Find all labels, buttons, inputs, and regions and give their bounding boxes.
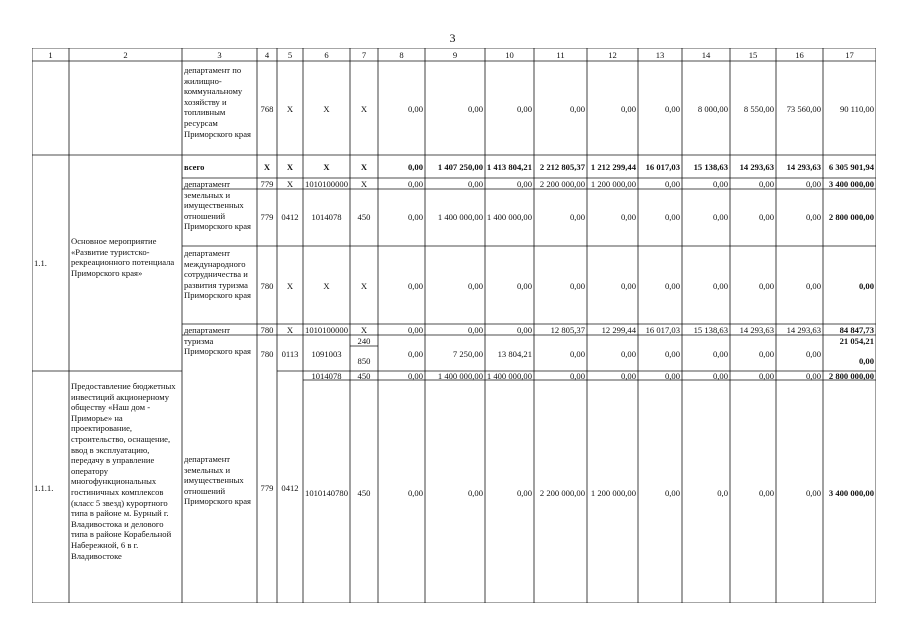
col-header: 8: [399, 50, 404, 60]
cell: X: [286, 179, 294, 189]
cell: 450: [357, 488, 371, 498]
col-header: 4: [264, 50, 270, 60]
cell: 14 293,63: [739, 162, 774, 172]
measure-name: Предоставление бюджетных инвестиций акционерному обществу «Наш дом - Приморье» на проектирование, строительство, оснащение, ввод в эксплуатацию, передачу в управление оператору многофункциональных гостиничных комплексов (класс 5 звезд) курортного типа в районе м. Бурный г. Владивостока и делового типа в районе Корабельной Набережной, 6 в г. Владивостоке: [71, 381, 176, 561]
cell: X: [323, 104, 330, 114]
row-number: 1.1.: [34, 258, 47, 268]
cell: 7 250,00: [452, 349, 483, 359]
cell: 0,00: [467, 325, 483, 335]
cell: 0,00: [805, 179, 821, 189]
cell: 0,00: [664, 212, 680, 222]
budget-table: [32, 48, 876, 603]
row-number: 1.1.1.: [34, 483, 54, 493]
col-header: 10: [505, 50, 514, 60]
cell: 0,00: [467, 179, 483, 189]
cell: 0,00: [758, 349, 774, 359]
col-header: 9: [452, 50, 458, 60]
cell: 768: [260, 104, 274, 114]
cell: 0,00: [805, 212, 821, 222]
cell: 780: [260, 349, 274, 359]
cell: 850: [357, 356, 371, 366]
cell: 0412: [281, 212, 299, 222]
cell: 0,00: [712, 281, 728, 291]
cell: X: [360, 104, 368, 114]
cell: 2 200 000,00: [539, 179, 585, 189]
cell: 0,00: [712, 349, 728, 359]
col-header: 1: [48, 50, 53, 60]
dept-name: департамент земельных и имущественных отношений Приморского края: [184, 179, 251, 232]
cell: X: [360, 162, 368, 172]
cell: 240: [357, 336, 371, 346]
cell: X: [286, 325, 294, 335]
cell: 0,00: [758, 179, 774, 189]
cell: 1 400 000,00: [486, 212, 532, 222]
col-header: 16: [795, 50, 804, 60]
cell: 0,00: [407, 104, 423, 114]
cell: 0,00: [516, 325, 532, 335]
cell: 779: [260, 212, 274, 222]
cell: 0,00: [664, 371, 680, 381]
cell: 8 550,00: [743, 104, 774, 114]
cell: 0,00: [407, 179, 423, 189]
col-header: 2: [123, 50, 128, 60]
cell: 0,00: [664, 179, 680, 189]
dept-name: департамент по жилищно-коммунальному хозяйству и топливным ресурсам Приморского края: [184, 65, 251, 139]
cell: 0,00: [516, 179, 532, 189]
cell: 0,00: [407, 488, 423, 498]
cell: 21 054,21: [839, 336, 874, 346]
cell: 6 305 901,94: [828, 162, 874, 172]
cell: 0,00: [569, 349, 585, 359]
cell: 0,00: [620, 104, 636, 114]
col-header: 17: [845, 50, 854, 60]
cell: 0,00: [712, 179, 728, 189]
cell: X: [360, 325, 368, 335]
cell: 14 293,63: [786, 325, 821, 335]
cell: 1 212 299,44: [590, 162, 636, 172]
cell: 0,00: [805, 349, 821, 359]
cell: 0,00: [569, 212, 585, 222]
cell: 450: [357, 212, 371, 222]
cell: 1 200 000,00: [590, 179, 636, 189]
cell: 13 804,21: [497, 349, 532, 359]
col-header: 3: [217, 50, 222, 60]
cell: 1014078: [311, 371, 342, 381]
cell: 15 138,63: [693, 325, 728, 335]
cell: 780: [260, 325, 274, 335]
dept-name: департамент международного сотрудничества и развития туризма Приморского края: [184, 248, 251, 301]
cell: 779: [260, 179, 274, 189]
cell: X: [323, 281, 330, 291]
cell: 0,00: [407, 325, 423, 335]
cell: 1010140780: [305, 488, 348, 498]
cell: 0,00: [407, 162, 423, 172]
cell: 0,00: [569, 371, 585, 381]
col-header: 14: [701, 50, 711, 60]
cell: 1 400 000,00: [437, 371, 483, 381]
cell: 0,00: [407, 212, 423, 222]
cell: 0,00: [467, 281, 483, 291]
cell: X: [286, 104, 294, 114]
cell: 0,00: [569, 281, 585, 291]
measure-name: Основное мероприятие «Развитие туристско-рекреационного потенциала Приморского края»: [71, 236, 175, 278]
cell: 0,00: [407, 349, 423, 359]
page-number: 3: [449, 31, 456, 45]
total-label: всего: [184, 162, 205, 172]
cell: 0,00: [858, 281, 874, 291]
cell: 779: [260, 483, 274, 493]
cell: 0,00: [805, 488, 821, 498]
cell: 0,00: [664, 349, 680, 359]
cell: 0412: [281, 483, 299, 493]
cell: 8 000,00: [697, 104, 728, 114]
cell: 0,00: [758, 371, 774, 381]
cell: 2 800 000,00: [828, 212, 874, 222]
cell: 780: [260, 281, 274, 291]
cell: 1 413 804,21: [486, 162, 532, 172]
cell: 2 800 000,00: [828, 371, 874, 381]
cell: 0113: [281, 349, 299, 359]
cell: 0,00: [664, 281, 680, 291]
cell: 2 200 000,00: [539, 488, 585, 498]
cell: 16 017,03: [645, 162, 680, 172]
cell: X: [323, 162, 330, 172]
cell: 0,00: [407, 281, 423, 291]
cell: X: [360, 281, 368, 291]
cell: 0,00: [467, 488, 483, 498]
cell: 1 200 000,00: [590, 488, 636, 498]
cell: 0,00: [569, 104, 585, 114]
cell: 12 299,44: [601, 325, 636, 335]
cell: 1 400 000,00: [437, 212, 483, 222]
cell: 0,00: [858, 356, 874, 366]
cell: 0,00: [467, 104, 483, 114]
cell: 0,00: [712, 371, 728, 381]
cell: 90 110,00: [839, 104, 874, 114]
cell: 1010100000: [305, 325, 348, 335]
cell: 0,00: [758, 212, 774, 222]
cell: 1 407 250,00: [437, 162, 483, 172]
cell: 73 560,00: [786, 104, 821, 114]
cell: 16 017,03: [645, 325, 680, 335]
cell: 0,00: [516, 104, 532, 114]
cell: 0,00: [664, 104, 680, 114]
col-header: 7: [361, 50, 367, 60]
cell: 1091003: [311, 349, 342, 359]
col-header: 6: [324, 50, 329, 60]
cell: 450: [357, 371, 371, 381]
cell: 0,00: [805, 371, 821, 381]
cell: 0,00: [712, 212, 728, 222]
cell: 1014078: [311, 212, 342, 222]
cell: 0,00: [407, 371, 423, 381]
col-header: 13: [655, 50, 665, 60]
cell: 14 293,63: [739, 325, 774, 335]
col-header: 15: [748, 50, 758, 60]
cell: X: [263, 162, 271, 172]
col-header: 12: [608, 50, 617, 60]
cell: 0,00: [758, 488, 774, 498]
dept-name: департамент туризма Приморского края: [184, 325, 251, 357]
cell: 12 805,37: [550, 325, 585, 335]
cell: 84 847,73: [839, 325, 874, 335]
cell: 0,00: [664, 488, 680, 498]
cell: 15 138,63: [693, 162, 728, 172]
cell: X: [360, 179, 368, 189]
cell: 3 400 000,00: [828, 179, 874, 189]
cell: 0,00: [620, 349, 636, 359]
cell: 0,0: [717, 488, 728, 498]
col-header: 11: [556, 50, 565, 60]
cell: 0,00: [516, 281, 532, 291]
cell: X: [286, 281, 294, 291]
col-header: 5: [287, 50, 293, 60]
cell: 3 400 000,00: [828, 488, 874, 498]
cell: 2 212 805,37: [539, 162, 585, 172]
cell: 0,00: [620, 212, 636, 222]
cell: 0,00: [516, 488, 532, 498]
cell: 0,00: [620, 371, 636, 381]
cell: 14 293,63: [786, 162, 821, 172]
dept-name: департамент земельных и имущественных отношений Приморского края: [184, 454, 251, 507]
cell: 0,00: [758, 281, 774, 291]
cell: 1 400 000,00: [486, 371, 532, 381]
cell: 0,00: [805, 281, 821, 291]
cell: 1010100000: [305, 179, 348, 189]
cell: 0,00: [620, 281, 636, 291]
cell: X: [286, 162, 294, 172]
